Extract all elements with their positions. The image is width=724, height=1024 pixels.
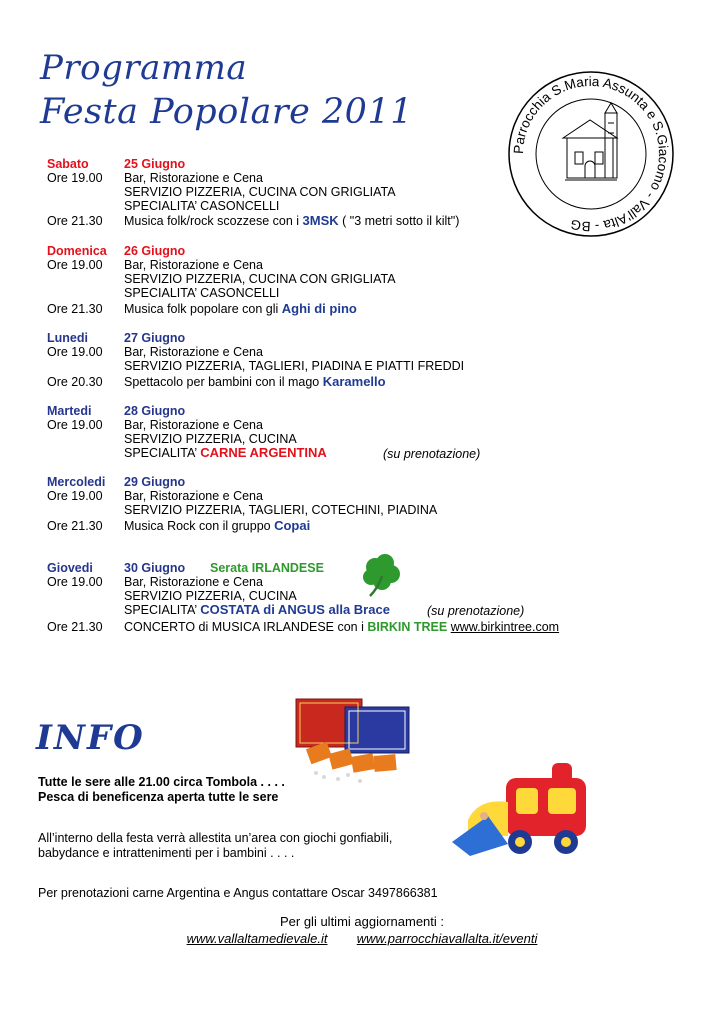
info-tombola: Tutte le sere alle 21.00 circa Tombola . . . .	[38, 775, 285, 789]
music-text: CONCERTO di MUSICA IRLANDESE con i	[124, 620, 368, 634]
menu-line: SERVIZIO PIZZERIA, TAGLIERI, PIADINA E PIATTI FREDDI	[124, 359, 465, 373]
day-mercoledi: Mercoledi	[47, 475, 106, 489]
menu-line: Bar, Ristorazione e Cena	[124, 575, 263, 589]
menu-line: SERVIZIO PIZZERIA, CUCINA CON GRIGLIATA	[124, 272, 396, 286]
menu-line: SERVIZIO PIZZERIA, CUCINA	[124, 589, 297, 603]
music-line	[124, 214, 459, 228]
day-sabato: Sabato	[47, 157, 89, 171]
title-line-1: Programma	[40, 48, 248, 88]
menu-line: Bar, Ristorazione e Cena	[124, 171, 263, 185]
menu-line: Bar, Ristorazione e Cena	[124, 345, 263, 359]
vallaltamedievale-link[interactable]: www.vallaltamedievale.it	[186, 931, 328, 946]
time: Ore 21.30	[47, 519, 103, 533]
date-domenica: 26 Giugno	[124, 244, 186, 258]
time: Ore 19.00	[47, 418, 103, 432]
specialty-highlight: COSTATA di ANGUS alla Brace	[200, 602, 390, 617]
band-name: 3MSK	[302, 213, 339, 228]
time: Ore 21.30	[47, 214, 103, 228]
menu-line: Bar, Ristorazione e Cena	[124, 489, 263, 503]
music-text: Musica folk popolare con gli	[124, 302, 282, 316]
footer-links	[0, 931, 724, 946]
stamp-text: Parrocchia S.Maria Assunta e S.Giacomo - Vall'Alta - BG	[510, 73, 672, 235]
time: Ore 19.00	[47, 345, 103, 359]
specialty-label: SPECIALITA’	[124, 603, 201, 617]
info-giochi: All’interno della festa verrà allestita un’area con giochi gonfiabili,	[38, 831, 393, 845]
menu-line: SPECIALITA’ CASONCELLI	[124, 199, 280, 213]
serata-irlandese: Serata IRLANDESE	[210, 561, 324, 575]
day-martedi: Martedi	[47, 404, 92, 418]
music-line	[124, 519, 310, 533]
specialty-label: SPECIALITA’	[124, 446, 201, 460]
date-sabato: 25 Giugno	[124, 157, 186, 171]
date-lunedi: 27 Giugno	[124, 331, 186, 345]
band-name: Karamello	[322, 374, 386, 389]
band-name: BIRKIN TREE	[367, 620, 448, 634]
date-martedi: 28 Giugno	[124, 404, 186, 418]
day-domenica: Domenica	[47, 244, 107, 258]
day-giovedi: Giovedi	[47, 561, 93, 575]
date-mercoledi: 29 Giugno	[124, 475, 186, 489]
music-text: Spettacolo per bambini con il mago	[124, 375, 323, 389]
svg-text:Parrocchia S.Maria Assunta e S	[511, 74, 671, 234]
birkintree-link[interactable]: www.birkintree.com	[450, 620, 560, 634]
time: Ore 19.00	[47, 489, 103, 503]
music-line	[124, 375, 386, 389]
reservation-note: (su prenotazione)	[383, 447, 481, 461]
music-text: Musica Rock con il gruppo	[124, 519, 275, 533]
info-title: INFO	[36, 718, 145, 758]
info-bambini: babydance e intrattenimenti per i bambini . . . .	[38, 846, 295, 860]
reservation-note: (su prenotazione)	[427, 604, 525, 618]
menu-line: SERVIZIO PIZZERIA, CUCINA CON GRIGLIATA	[124, 185, 396, 199]
music-text: Musica folk/rock scozzese con i	[124, 214, 303, 228]
time: Ore 21.30	[47, 302, 103, 316]
time: Ore 19.00	[47, 575, 103, 589]
parish-stamp	[505, 68, 677, 240]
time: Ore 19.00	[47, 258, 103, 272]
parrocchiavallalta-link[interactable]: www.parrocchiavallalta.it/eventi	[356, 931, 538, 946]
time: Ore 19.00	[47, 171, 103, 185]
day-lunedi: Lunedi	[47, 331, 88, 345]
tombola-icon	[290, 697, 415, 785]
band-name: Aghi di pino	[281, 301, 357, 316]
specialty-highlight: CARNE ARGENTINA	[200, 445, 327, 460]
menu-line: SERVIZIO PIZZERIA, CUCINA	[124, 432, 297, 446]
music-line	[124, 620, 559, 634]
time: Ore 20.30	[47, 375, 103, 389]
menu-line: Bar, Ristorazione e Cena	[124, 418, 263, 432]
church-icon	[563, 103, 617, 180]
info-pesca: Pesca di beneficenza aperta tutte le sere	[38, 790, 279, 804]
menu-line: SPECIALITA’ CASONCELLI	[124, 286, 280, 300]
footer-label: Per gli ultimi aggiornamenti :	[279, 914, 445, 929]
band-name: Copai	[274, 518, 311, 533]
specialty-line	[124, 603, 390, 617]
music-line	[124, 302, 357, 316]
date-giovedi: 30 Giugno	[124, 561, 186, 575]
title-line-2: Festa Popolare 2011	[40, 92, 413, 132]
time: Ore 21.30	[47, 620, 103, 634]
bouncy-train-icon	[448, 758, 598, 862]
info-prenotazioni: Per prenotazioni carne Argentina e Angus contattare Oscar 3497866381	[38, 886, 438, 900]
specialty-line	[124, 446, 327, 460]
music-note: ( "3 metri sotto il kilt")	[338, 214, 460, 228]
shamrock-icon	[358, 552, 408, 598]
menu-line: SERVIZIO PIZZERIA, TAGLIERI, COTECHINI, PIADINA	[124, 503, 438, 517]
menu-line: Bar, Ristorazione e Cena	[124, 258, 263, 272]
